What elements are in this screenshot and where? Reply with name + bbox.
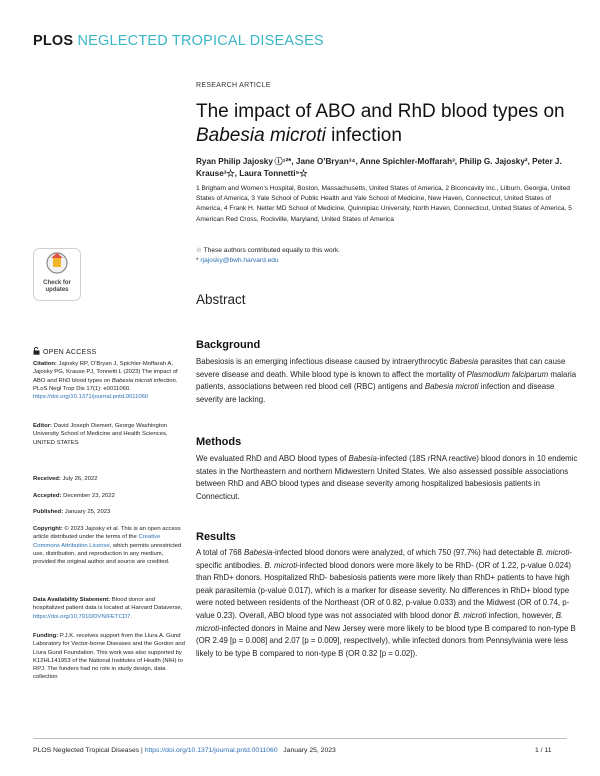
- re-text-4: -infected blood donors were more likely to be RhD- (OR of 1.22, p-value 0.024) than RhD+ donors. Hospitalized RhD- babesiosis patients were more likely than RhD+ patients to have high peak parasitemia (p-value 0.017), which is a marker for disease severity. No differences in RhD+ blood type were noted between residents of the Northeast (OR of 0.82, p-value 0.033) and the Midwest (OR of 0.74, p-value 0.23). Overall, ABO blood type was not associated with blood donor: [196, 560, 571, 620]
- check-for-updates-label: [33, 280, 81, 294]
- background-paragraph: [196, 356, 578, 406]
- author-list: Ryan Philip Jajosky ⓘ¹²*, Jane O’Bryan³⁴, Anne Spichler-Moffarah³, Philip G. Jajosky², Peter J. Krause³☆, Laura Tonnetti⁵☆: [196, 157, 562, 178]
- bg-text-1: Babesiosis is an emerging infectious disease caused by intraerythrocytic: [196, 357, 450, 366]
- methods-heading: Methods: [196, 436, 242, 448]
- footer-citation: [33, 747, 336, 754]
- footer-journal: PLOS Neglected Tropical Diseases |: [33, 747, 145, 754]
- bg-text-4: infection and disease severity are lacking.: [196, 382, 555, 404]
- bg-text-3: malaria patients, associations between red blood cell (RBC) antigens and: [196, 369, 577, 392]
- citation-block: [33, 360, 187, 401]
- open-access-text: OPEN ACCESS: [43, 349, 97, 356]
- title-part-a: The impact of ABO and RhD blood types on: [196, 101, 565, 122]
- copyright-text-2: , which permits unrestricted use, distribution, and reproduction in any medium, provided the original author and source are credited.: [33, 542, 182, 566]
- copyright-label: Copyright:: [33, 526, 63, 532]
- equal-contribution-note: ☆ These authors contributed equally to this work.: [196, 247, 340, 254]
- corresponding-email-line: [196, 256, 576, 266]
- received-date: July 26, 2022: [60, 476, 98, 482]
- re-text-6: -infected donors in Maine and New Jersey were more likely to be blood type B compared to non-type B (OR 2.49 [p = 0.008] and 2.07 [p = 0.009], respectively), while infected donors from Pennsylvania were less likely to be type B compared to non-type B (OR 0.32 [p = 0.02]).: [196, 623, 576, 658]
- citation-italic: Babesia microti: [111, 377, 153, 384]
- article-title: [196, 100, 576, 148]
- background-heading: Background: [196, 339, 261, 351]
- citation-doi-link[interactable]: https://doi.org/10.1371/journal.pntd.0011060: [33, 394, 149, 401]
- citation-text: Jajosky RP, O’Bryan J, Spichler-Moffarah A, Jajosky PG, Krause PJ, Tonnetti L (2023) The impact of ABO and RhD blood types on: [33, 361, 178, 384]
- editor-block: [33, 422, 187, 447]
- data-availability-block: [33, 596, 187, 621]
- accepted-date: December 23, 2022: [61, 493, 115, 499]
- footer-divider: [33, 738, 567, 739]
- bg-italic-1: Babesia: [449, 357, 479, 366]
- footer-date: January 25, 2023: [277, 747, 336, 754]
- journal-name-ntd: NEGLECTED TROPICAL DISEASES: [73, 33, 324, 49]
- abstract-heading: Abstract: [196, 292, 246, 307]
- accepted-block: [33, 492, 187, 500]
- copyright-block: [33, 525, 187, 566]
- re-text-2: -infected blood donors were analyzed, of which 750 (97.7%) had detectable: [272, 548, 537, 557]
- bg-italic-2: Plasmodium falciparum: [466, 369, 549, 379]
- badge-line1: Check for: [43, 280, 71, 286]
- data-availability-text-2: .: [130, 613, 132, 620]
- accepted-label: Accepted:: [33, 493, 62, 499]
- editor-label: Editor:: [33, 423, 52, 429]
- data-availability-text: Blood donor and hospitalized patient data is located at Harvard Dataverse,: [33, 597, 183, 612]
- methods-paragraph: [196, 453, 578, 503]
- corresponding-email-link[interactable]: rjajosky@bwh.harvard.edu: [200, 257, 279, 264]
- re-italic-5: B. microti: [196, 610, 564, 633]
- received-block: [33, 475, 187, 483]
- funding-text: P.J.K. receives support from the Llura A. Gund Laboratory for Vector-borne Diseases and the Gordon and Llura Gund Foundation. This work was also supported by K12HL141953 of the National Institutes of Health (NIH) to RPJ. The funders had no role in study design, data collection: [33, 633, 185, 681]
- open-lock-icon: [33, 347, 40, 355]
- funding-block: [33, 632, 187, 682]
- me-text-2: -infected (18S rRNA reactive) blood donors in 10 endemic states in the Northeastern and northern Midwestern United States. We also assessed possible associations between RhD and ABO blood types and disease severity among hospitalized babesiosis patients in Connecticut.: [196, 454, 578, 501]
- published-label: Published:: [33, 509, 64, 515]
- re-italic-4: B. microti: [453, 610, 487, 620]
- re-text-1: A total of 768: [196, 548, 244, 557]
- author-notes: [196, 246, 576, 266]
- article-type: RESEARCH ARTICLE: [196, 82, 271, 89]
- dataverse-link[interactable]: https://doi.org/10.7910/DVN/FETCD7: [33, 613, 131, 620]
- funding-label: Funding:: [33, 633, 59, 639]
- re-text-3: -specific antibodies.: [196, 548, 572, 570]
- title-part-italic: Babesia microti: [196, 125, 326, 146]
- bg-italic-3: Babesia microti: [424, 382, 479, 392]
- journal-name-plos: PLOS: [33, 33, 74, 49]
- open-access-label: [33, 346, 96, 356]
- data-availability-label: Data Availability Statement:: [33, 597, 111, 603]
- footer-doi-link[interactable]: https://doi.org/10.1371/journal.pntd.0011060: [144, 747, 278, 754]
- editor-text: David Joseph Diemert, George Washington University School of Medicine and Health Sciences, UNITED STATES: [33, 423, 168, 446]
- results-heading: Results: [196, 531, 236, 543]
- citation-label: Citation:: [33, 361, 57, 367]
- published-block: [33, 508, 187, 516]
- re-text-5: infection, however,: [486, 610, 556, 620]
- journal-header: [33, 33, 324, 49]
- re-italic-2: B. microti: [536, 548, 570, 557]
- affiliations: 1 Brigham and Women’s Hospital, Boston, Massachusetts, United States of America, 2 Biconcavity Inc., Lilburn, Georgia, United States of America, 3 Yale School of Public Health and Yale School of Medicine, New Haven, Connecticut, United States of America, 4 Frank H. Netter MD School of Medicine, Quinnipiac University, North Haven, Connecticut, United States of America, 5 American Red Cross, Rockville, Maryland, United States of America: [196, 185, 572, 223]
- title-part-b: infection: [325, 125, 402, 146]
- re-italic-3: B. microti: [264, 560, 298, 570]
- re-italic-1: Babesia: [243, 548, 273, 557]
- page-number: 1 / 11: [535, 747, 552, 754]
- copyright-text: © 2023 Jajosky et al. This is an open access article distributed under the terms of the: [33, 526, 181, 541]
- results-paragraph: [196, 547, 578, 660]
- published-date: January 25, 2023: [63, 509, 111, 515]
- badge-line2: updates: [45, 287, 69, 293]
- citation-text-2: infection. PLoS Negl Trop Dis 17(1): e0011060.: [33, 377, 178, 392]
- license-link[interactable]: Creative Commons Attribution License: [33, 534, 161, 549]
- me-text-1: We evaluated RhD and ABO blood types of: [196, 454, 349, 463]
- me-italic-1: Babesia: [348, 454, 377, 463]
- bg-text-2: parasites that can cause severe disease and death. While blood type is known to affect the mortality of: [196, 357, 566, 379]
- received-label: Received:: [33, 476, 61, 482]
- email-prefix: *: [196, 257, 201, 264]
